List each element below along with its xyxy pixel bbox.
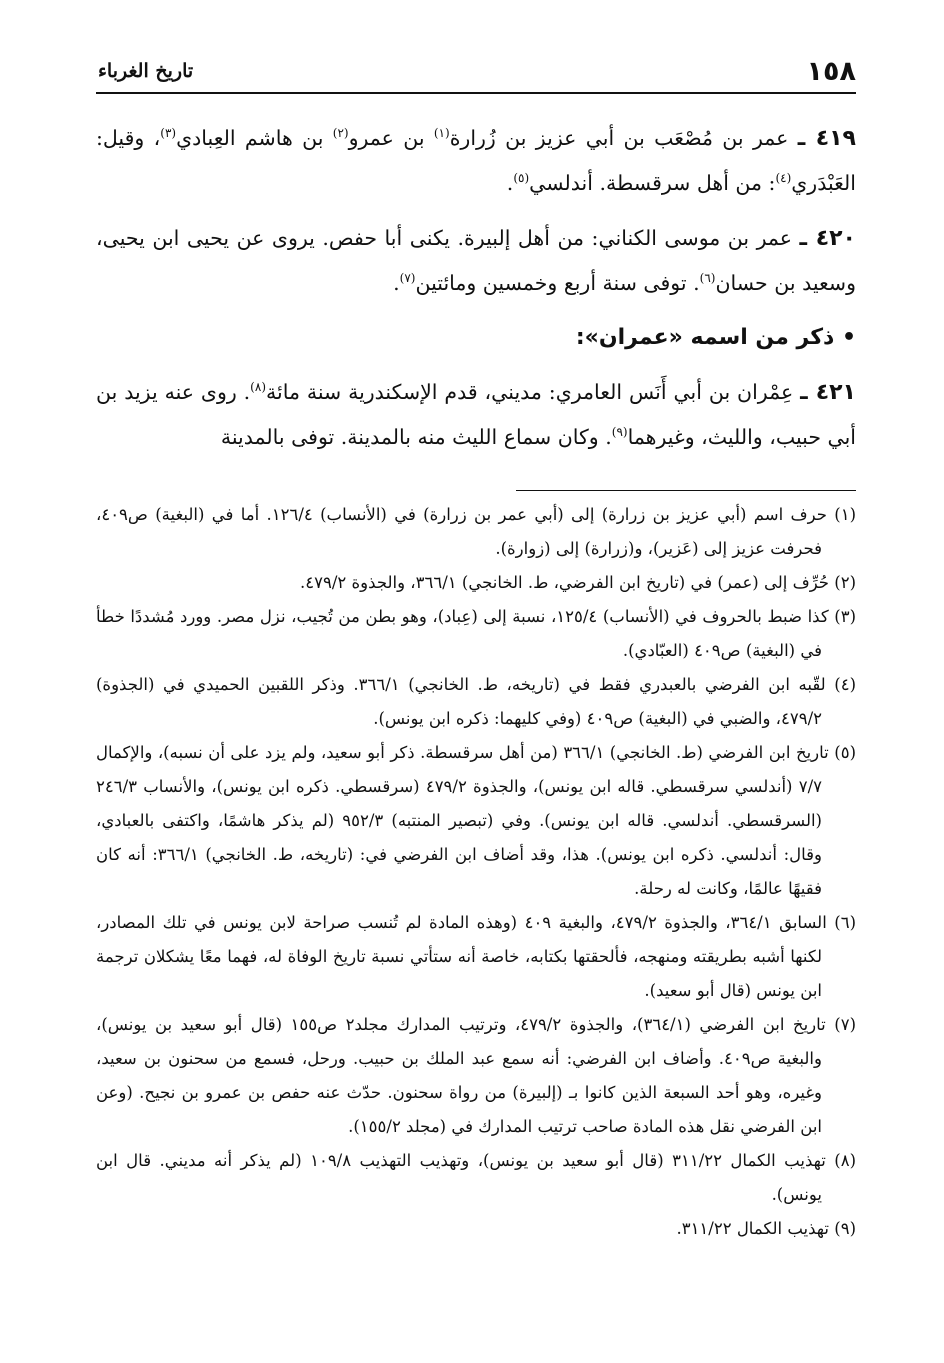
footnote-ref: (٦) [699, 271, 716, 286]
footnote-4: (٤) لقّبه ابن الفرضي بالعبدري فقط في (تاريخه، ط. الخانجي) ٣٦٦/١. وذكر اللقبين الحميدي في (الجذوة) ٤٧٩/٢، والضبي في (البغية) ص٤٠٩ (وفي كليهما: ذكره ابن يونس). [96, 675, 856, 728]
footnote-ref: (٩) [611, 425, 628, 440]
entry-text: عمر بن موسى الكناني: من أهل إلبيرة. يكنى أبا حفص. يروى عن يحيى ابن يحيى، وسعيد بن حسان [96, 226, 856, 295]
entry-number: ٤١٩ ـ [797, 126, 856, 151]
entry-419 [96, 116, 856, 206]
footnote-ref: (٧) [399, 271, 416, 286]
footnote-8: (٨) تهذيب الكمال ٣١١/٢٢ (قال أبو سعيد بن يونس)، وتهذيب التهذيب ١٠٩/٨ (لم يذكر أنه مديني. قال ابن يونس). [96, 1151, 857, 1204]
footnote-2: (٢) حُرِّف إلى (عمر) في (تاريخ ابن الفرضي، ط. الخانجي) ٣٦٦/١، والجذوة ٤٧٩/٢. [300, 573, 856, 592]
section-heading: • ذكر من اسمه «عمران»: [575, 325, 856, 350]
running-head [96, 52, 856, 92]
main-text [96, 116, 856, 470]
footnote-ref: (٨) [250, 380, 266, 395]
entry-text: . توفى سنة أربع وخمسين ومائتين [415, 271, 700, 295]
entry-text: بن عمرو [348, 126, 434, 150]
entry-text: . روى عنه يزيد بن أبي حبيب، والليث، وغيرهما [96, 380, 856, 449]
footnote-9: (٩) تهذيب الكمال ٣١١/٢٢. [676, 1219, 856, 1238]
entry-text: بن هاشم العِبادي [176, 126, 333, 150]
entry-text: . [506, 171, 514, 195]
entry-text: : من أهل سرقسطة. أندلسي [529, 171, 776, 195]
footnote-ref: (٤) [775, 171, 792, 186]
entry-number: ٤٢١ ـ [800, 380, 856, 405]
header-rule [96, 92, 856, 94]
entry-420 [96, 216, 856, 306]
footnote-5: (٥) تاريخ ابن الفرضي (ط. الخانجي) ٣٦٦/١ (من أهل سرقسطة. ذكر أبو سعيد، ولم يزد على أن نسبه)، والإكمال ٧/٧ (أندلسي سرقسطي. قاله ابن يونس)، والجذوة ٤٧٩/٢ (سرقسطي. ذكره ابن يونس)، والأنساب ٢٤٦/٣ (السرقسطي. أندلسي. قاله ابن يونس). وفي (تبصير المنتبه) ٩٥٢/٣ (لم يذكر هاشمًا، واكتفى بالعبادي، وقال: أندلسي. ذكره ابن يونس). هذا، وقد أضاف ابن الفرضي في: (تاريخه، ط. الخانجي) ٣٦٦/١: أنه كان فقيهًا عالمًا، وكانت له رحلة. [96, 743, 856, 898]
entry-text: عِمْران بن أبي أَنَس العامري: مديني، قدم الإسكندرية سنة مائة [266, 380, 794, 404]
footnote-separator [516, 490, 856, 491]
entry-number: ٤٢٠ ـ [799, 226, 856, 251]
footnote-7: (٧) تاريخ ابن الفرضي (٣٦٤/١)، والجذوة ٤٧٩/٢، وترتيب المدارك مجلد٢ ص١٥٥ (قال أبو سعيد بن يونس)، والبغية ص٤٠٩. وأضاف ابن الفرضي: أنه سمع عبد الملك بن حبيب. ورحل، فسمع من سحنون بن سعيد، وغيره، وهو أحد السبعة الذين كانوا بـ (إلبيرة) من رواة سحنون. حدّث عنه حفص بن عمرو بن نجيح. (وعن ابن الفرضي نقل هذه المادة صاحب ترتيب المدارك في (مجلد ١٥٥/٢). [96, 1015, 856, 1136]
footnote-ref: (٣) [160, 126, 177, 141]
entry-text: . وكان سماع الليث منه بالمدينة. توفى بالمدينة [220, 425, 612, 449]
footnote-3: (٣) كذا ضبط بالحروف في (الأنساب) ١٢٥/٤، نسبة إلى (عِباد)، وهو بطن من تُجيب، نزل مصر. وورد مُشددًا خطأ في (البغية) ص٤٠٩ (العبّادي). [96, 607, 856, 660]
entry-text: . [393, 271, 400, 295]
footnote-ref: (١) [433, 126, 450, 141]
footnote-6: (٦) السابق ٣٦٤/١، والجذوة ٤٧٩/٢، والبغية ٤٠٩ (وهذه المادة لم تُنسب صراحة لابن يونس في تلك المصادر، لكنها أشبه بطريقته ومنهجه، فألحقتها بكتابه، خاصة أنه ستأتي نسبة تاريخ الوفاة له، فهما معًا يشكلان ترجمة ابن يونس (قال أبو سعيد). [96, 913, 857, 1000]
footnote-1: (١) حرف اسم (أبي عزيز بن زرارة) إلى (أبي عمر بن زرارة) في (الأنساب) ١٢٦/٤. أما في (البغية) ص٤٠٩، فحرفت عزيز إلى (عَزير)، و(زرارة) إلى (زوارة). [96, 505, 856, 558]
footnote-ref: (٥) [513, 171, 530, 186]
footnotes [96, 498, 856, 1246]
book-page [96, 52, 856, 1312]
entry-text: عمر بن مُصْعَب بن أبي عزيز بن زُرارة [449, 126, 789, 150]
entry-text: ، وقيل: العَبْدَري [96, 126, 856, 195]
page-number: ١٥٨ [806, 56, 856, 87]
header-title: تاريخ الغرباء [98, 60, 194, 82]
entry-421 [96, 370, 856, 460]
footnote-ref: (٢) [332, 126, 349, 141]
